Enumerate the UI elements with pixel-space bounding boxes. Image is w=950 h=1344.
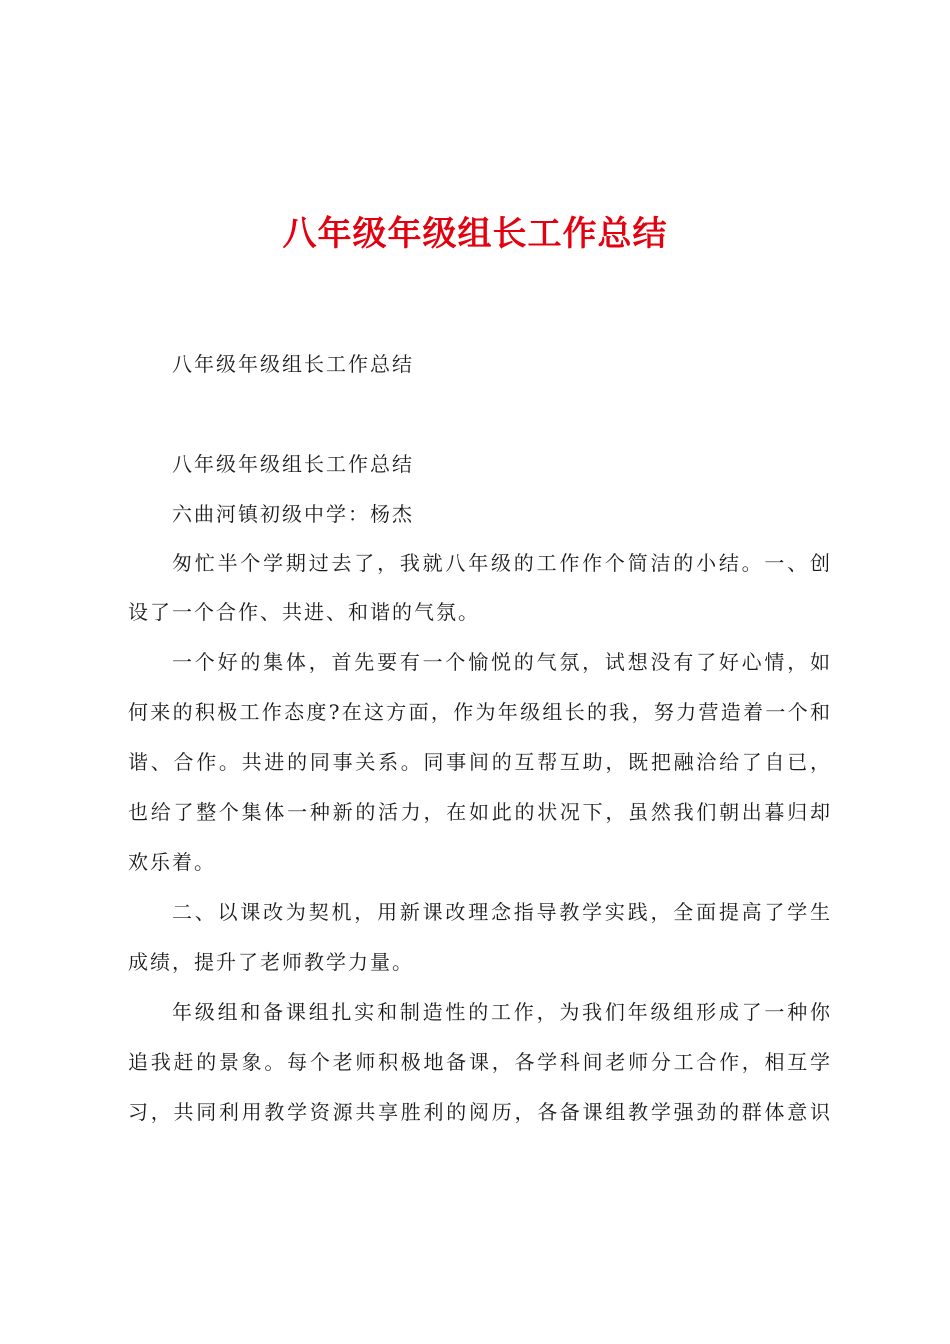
body-line: 八年级年级组长工作总结: [172, 452, 414, 476]
body-line: 年级组和备课组扎实和制造性的工作，为我们年级组形成了一种你: [172, 1000, 832, 1024]
body-line: 设了一个合作、共进、和谐的气氛。: [128, 600, 480, 624]
body-line: 一个好的集体，首先要有一个愉悦的气氛，试想没有了好心情，如: [172, 650, 832, 674]
body-line: 成绩，提升了老师教学力量。: [128, 950, 414, 974]
body-line: 八年级年级组长工作总结: [172, 352, 414, 376]
body-line: 二、以课改为契机，用新课改理念指导教学实践，全面提高了学生: [172, 900, 832, 924]
body-line: 谐、合作。共进的同事关系。同事间的互帮互助，既把融洽给了自已，: [128, 750, 832, 774]
body-line: 习，共同利用教学资源共享胜利的阅历，各备课组教学强劲的群体意识: [128, 1100, 832, 1124]
body-line: 六曲河镇初级中学：杨杰: [172, 502, 414, 526]
body-line: 追我赶的景象。每个老师积极地备课，各学科间老师分工合作，相互学: [128, 1050, 832, 1074]
body-line: 欢乐着。: [128, 850, 216, 874]
body-line: 也给了整个集体一种新的活力，在如此的状况下，虽然我们朝出暮归却: [128, 800, 832, 824]
document-title: 八年级年级组长工作总结: [282, 214, 668, 254]
body-line: 匆忙半个学期过去了，我就八年级的工作作个简洁的小结。一、创: [172, 551, 832, 575]
body-line: 何来的积极工作态度?在这方面，作为年级组长的我，努力营造着一个和: [128, 700, 832, 724]
